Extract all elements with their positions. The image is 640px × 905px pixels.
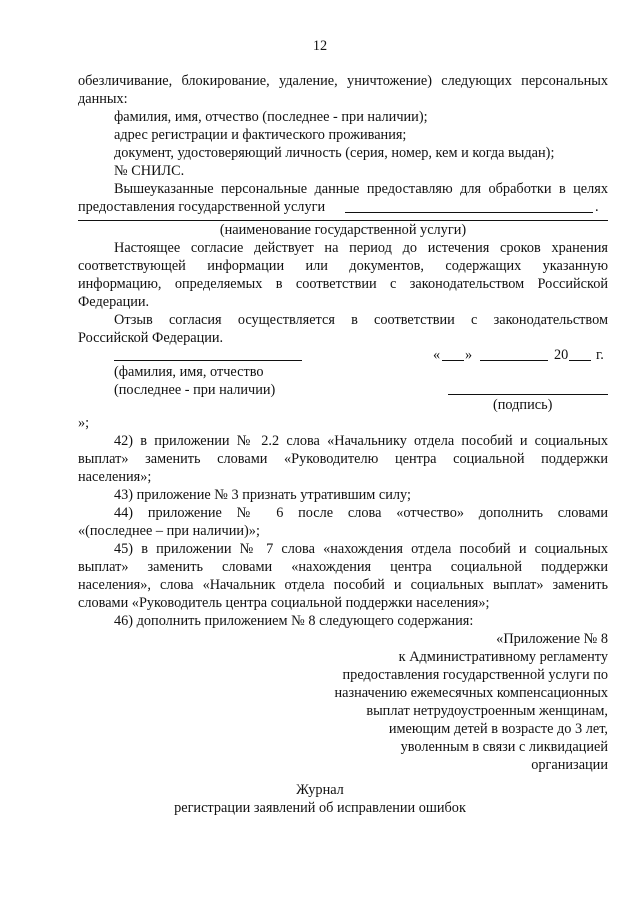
date-year-suffix: г. <box>596 347 604 363</box>
appendix-header-line: организации <box>531 757 608 773</box>
paragraph-line: 42) в приложении № 2.2 слова «Начальнику отдела пособий и социальных <box>114 433 608 449</box>
blank-line <box>442 360 464 361</box>
journal-subtitle: регистрации заявлений об исправлении ошибок <box>174 800 466 816</box>
paragraph-line: «(последнее – при наличии)»; <box>78 523 260 539</box>
list-item: № СНИЛС. <box>114 163 185 179</box>
paragraph-line: выплат» заменить словами «Руководителю центра социальной поддержки <box>78 451 608 467</box>
paragraph-line: предоставления государственной услуги <box>78 199 326 215</box>
paragraph-line: информацию, определяемых в соответствии с законодательством Российской <box>78 276 608 292</box>
blank-line <box>480 360 548 361</box>
field-caption: (последнее - при наличии) <box>114 382 276 398</box>
paragraph-line: Российской Федерации. <box>78 330 224 346</box>
appendix-header-line: «Приложение № 8 <box>496 631 608 647</box>
field-caption: (наименование государственной услуги) <box>219 222 467 238</box>
appendix-header-line: уволенным в связи с ликвидацией <box>400 739 608 755</box>
paragraph-line: 43) приложение № 3 признать утратившим силу; <box>114 487 411 503</box>
paragraph-line: 46) дополнить приложением № 8 следующего содержания: <box>114 613 474 629</box>
date-quote-close: » <box>465 347 473 363</box>
list-item: фамилия, имя, отчество (последнее - при наличии); <box>114 109 428 125</box>
paragraph-line: населения», слова «Начальник отдела пособий и социальных выплат» заменить <box>78 577 608 593</box>
blank-line <box>345 212 593 213</box>
paragraph-line: обезличивание, блокирование, удаление, уничтожение) следующих персональных <box>78 73 608 89</box>
closing-quote: »; <box>78 415 90 431</box>
journal-title: Журнал <box>296 782 344 798</box>
list-item: адрес регистрации и фактического проживания; <box>114 127 407 143</box>
blank-line <box>448 394 608 395</box>
appendix-header-line: к Административному регламенту <box>398 649 608 665</box>
paragraph-line: выплат» заменить словами «нахождения центра социальной поддержки <box>78 559 608 575</box>
appendix-header-line: назначению ежемесячных компенсационных <box>334 685 608 701</box>
paragraph-line: населения»; <box>78 469 152 485</box>
date-quote-open: « <box>433 347 441 363</box>
paragraph-line: 45) в приложении № 7 слова «нахождения отдела пособий и социальных <box>114 541 608 557</box>
paragraph-end: . <box>595 199 599 215</box>
appendix-header-line: выплат нетрудоустроенным женщинам, <box>366 703 608 719</box>
field-caption: (фамилия, имя, отчество <box>114 364 264 380</box>
page-number: 12 <box>312 38 328 54</box>
paragraph-line: Вышеуказанные персональные данные предоставляю для обработки в целях <box>114 181 608 197</box>
field-caption: (подпись) <box>493 397 553 413</box>
blank-line <box>569 360 591 361</box>
paragraph-line: Отзыв согласия осуществляется в соответствии с законодательством <box>114 312 608 328</box>
paragraph-line: словами «Руководитель центра социальной поддержки населения»; <box>78 595 490 611</box>
appendix-header-line: имеющим детей в возрасте до 3 лет, <box>388 721 608 737</box>
list-item: документ, удостоверяющий личность (серия, номер, кем и когда выдан); <box>114 145 555 161</box>
paragraph-line: соответствующей информации или документов, содержащих указанную <box>78 258 608 274</box>
appendix-header-line: предоставления государственной услуги по <box>342 667 608 683</box>
paragraph-line: Федерации. <box>78 294 150 310</box>
paragraph-line: данных: <box>78 91 128 107</box>
blank-line <box>114 360 302 361</box>
date-year-prefix: 20 <box>554 347 569 363</box>
paragraph-line: Настоящее согласие действует на период до истечения сроков хранения <box>114 240 608 256</box>
paragraph-line: 44) приложение № 6 после слова «отчество» дополнить словами <box>114 505 608 521</box>
